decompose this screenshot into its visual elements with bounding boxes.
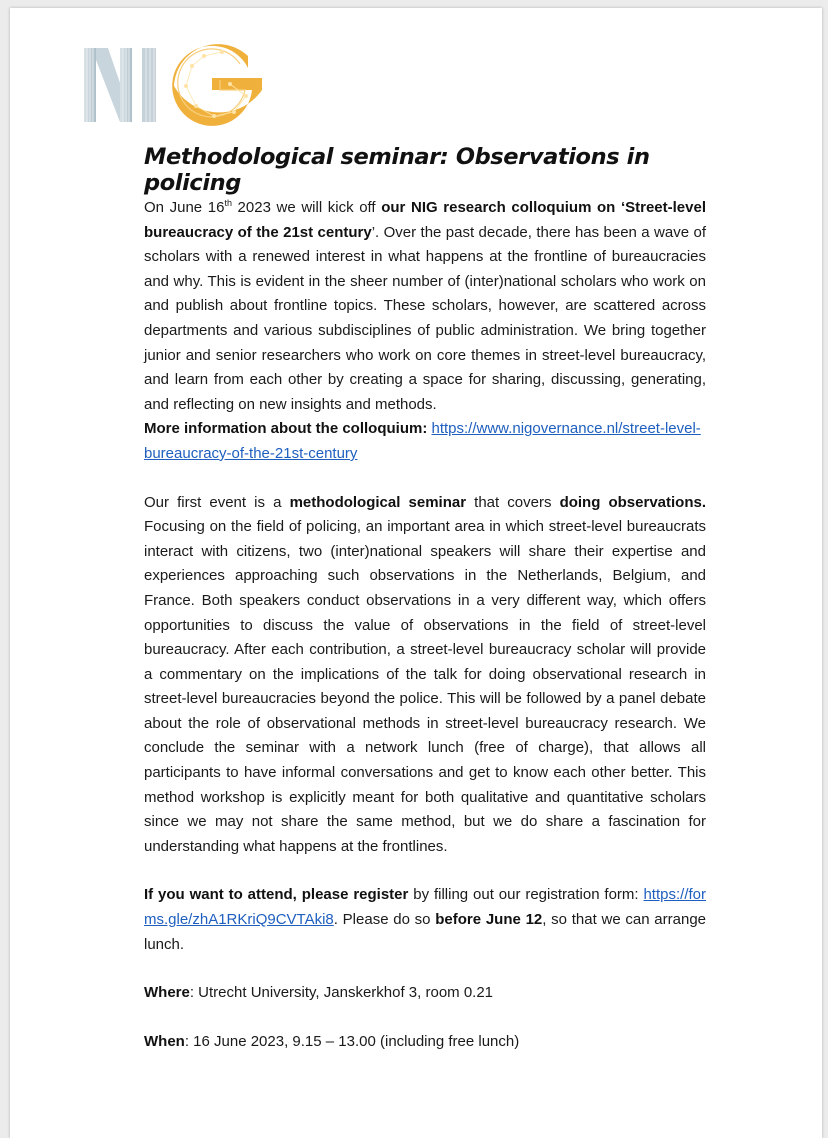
intro-text: ’. Over the past decade, there has been a wave of scholars with a renewed interest in what happens at the frontline of bureaucracies and why. This is evident in the sheer number of (inter)national scholars who work on and publish about frontline topics. These scholars, however, are scattered across departments and various subdisciplines of public administration. We bring together junior and senior researchers who work on core themes in street-level bureaucracy, and learn from each other by creating a space for sharing, discussing, generating, and reflecting on new insights and methods.: [144, 223, 706, 413]
intro-paragraph: [144, 196, 706, 417]
more-info-line: [144, 417, 706, 466]
document-page: [10, 8, 822, 1138]
register-text: . Please do so: [333, 911, 436, 929]
document-title: Methodological seminar: Observations in policing: [144, 144, 650, 196]
logo-letter-i: [142, 48, 156, 122]
register-paragraph: [144, 883, 706, 957]
intro-text: On June 16: [144, 199, 225, 216]
event-bold: methodological seminar: [289, 493, 467, 511]
event-paragraph: [144, 491, 706, 860]
when-line: [144, 1030, 706, 1055]
register-text: , so that we can arrange lunch.: [144, 911, 706, 953]
registration-form-link[interactable]: https://forms.gle/zhA1RKriQ9CVTAki8: [144, 886, 706, 929]
when-label: When: [144, 1032, 185, 1050]
nig-logo: [74, 36, 274, 128]
register-text: by filling out our registration form:: [408, 886, 644, 904]
logo-letter-g: [172, 44, 262, 126]
register-bold: If you want to attend, please register: [144, 886, 409, 904]
register-deadline: before June 12: [435, 911, 543, 929]
intro-text: 2023 we will kick off: [231, 199, 382, 216]
where-label: Where: [144, 984, 190, 1002]
more-info-label: More information about the colloquium:: [144, 420, 428, 438]
logo-letter-n: [84, 48, 132, 122]
colloquium-name: our NIG research colloquium on ‘Street-level bureaucracy of the 21st century: [144, 199, 706, 241]
event-bold: doing observations.: [559, 493, 707, 511]
when-value: : 16 June 2023, 9.15 – 13.00 (including free lunch): [184, 1032, 520, 1050]
event-text: Our first event is a: [144, 493, 290, 511]
colloquium-link[interactable]: https://www.nigovernance.nl/street-level-bureaucracy-of-the-21st-century: [144, 420, 701, 462]
event-text: that covers: [466, 493, 560, 511]
intro-superscript: th: [224, 198, 232, 208]
where-value: : Utrecht University, Janskerkhof 3, room 0.21: [189, 984, 494, 1002]
document-body: [144, 196, 706, 1054]
where-line: [144, 981, 706, 1006]
event-text: Focusing on the field of policing, an important area in which street-level bureaucrats interact with citizens, two (inter)national speakers will share their expertise and experiences approaching such observations in the Netherlands, Belgium, and France. Both speakers conduct observations in a very different way, which offers opportunities to discuss the value of observations in the field of street-level bureaucracy. After each contribution, a street-level bureaucracy scholar will provide a commentary on the implications of the talk for doing observational research in street-level bureaucracies beyond the police. This will be followed by a panel debate about the role of observational methods in street-level bureaucracy research. We conclude the seminar with a network lunch (free of charge), that allows all participants to have informal conversations and get to know each other better. This method workshop is explicitly meant for both qualitative and quantitative scholars since we may not share the same method, but we do share a fascination for understanding what happens at the frontlines.: [144, 518, 706, 855]
